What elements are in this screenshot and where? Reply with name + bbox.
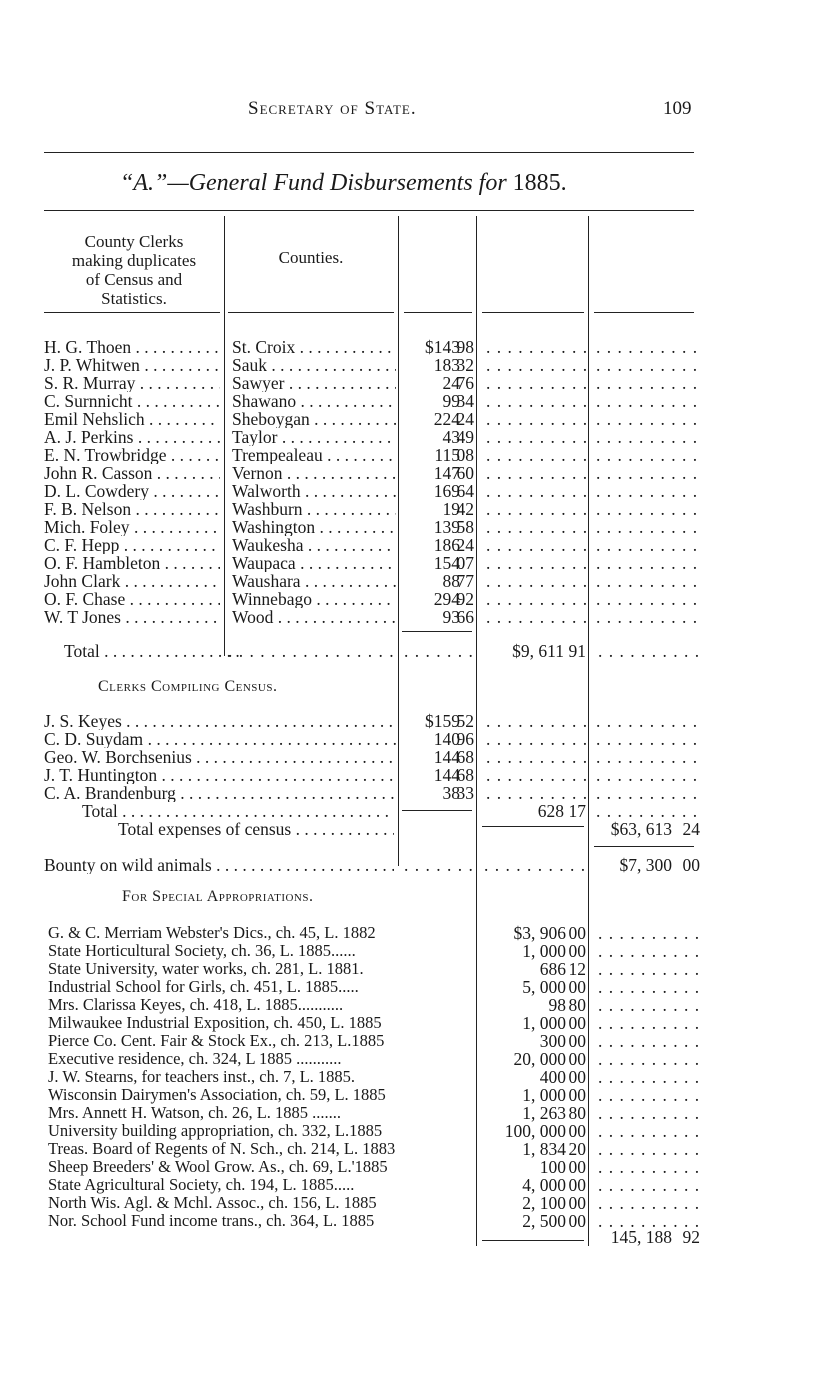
leader-dots	[596, 748, 696, 766]
county-name: Waukesha . . .	[232, 536, 396, 554]
clerk-name: J. S. Keyes . . .	[44, 712, 396, 730]
rule	[228, 312, 394, 313]
table-row	[44, 1140, 694, 1158]
special-total-dollars: 145, 188	[610, 1227, 672, 1247]
leader-dots	[486, 464, 586, 482]
county-name: Washburn . . .	[232, 500, 396, 518]
leader-dots	[486, 748, 586, 766]
appropriation-text: Mrs. Clarissa Keyes, ch. 418, L. 1885...........	[48, 996, 344, 1014]
leader-dots	[598, 1068, 698, 1086]
leader-dots	[596, 766, 696, 784]
table-row	[44, 1014, 694, 1032]
amount-dollars: 144	[433, 747, 460, 767]
leader-dots	[598, 1032, 698, 1050]
amount-dollars: 115	[434, 445, 460, 465]
leader-dots	[596, 730, 696, 748]
clerk-name: Mich. Foley . . .	[44, 518, 220, 536]
leader-dots	[596, 712, 696, 730]
leader-dots	[486, 784, 586, 802]
table-title-text: “A.”—General Fund Disbursements for	[120, 170, 507, 196]
amount-cents: 00	[568, 1121, 586, 1141]
clerk-name: C. D. Suydam . . .	[44, 730, 396, 748]
amount-dollars: 139	[433, 517, 460, 537]
leader-dots	[596, 590, 696, 608]
appropriation-text: Nor. School Fund income trans., ch. 364, L. 1885	[48, 1212, 375, 1230]
amount-dollars: 99	[442, 391, 460, 411]
amount-dollars: 5, 000	[522, 977, 566, 997]
amount-cents: 07	[456, 553, 474, 573]
table-title-year: 1885.	[512, 170, 567, 196]
leader-dots	[596, 572, 696, 590]
rule	[594, 846, 694, 847]
amount-dollars: 300	[539, 1031, 566, 1051]
leader-dots	[486, 338, 586, 356]
leader-dots	[598, 1014, 698, 1032]
clerk-name: W. T Jones . . .	[44, 608, 220, 626]
amount-cents: 12	[568, 959, 586, 979]
leader-dots	[598, 1122, 698, 1140]
leader-dots	[486, 374, 586, 392]
amount-dollars: 1, 000	[522, 1085, 566, 1105]
amount-cents: 77	[456, 571, 474, 591]
leader-dots	[486, 410, 586, 428]
total-dollars: 628	[537, 801, 564, 821]
table-row	[44, 1158, 694, 1176]
clerk-name: D. L. Cowdery . . .	[44, 482, 220, 500]
amount-cents: 49	[456, 427, 474, 447]
running-head: Secretary of State.	[248, 98, 417, 119]
leader-dots	[404, 642, 476, 660]
county-name: Vernon . . .	[232, 464, 396, 482]
bounty-cents: 00	[682, 855, 700, 875]
amount-cents: 00	[568, 1157, 586, 1177]
clerk-name: A. J. Perkins . . .	[44, 428, 220, 446]
leader-dots	[486, 428, 586, 446]
amount-dollars: 169	[433, 481, 460, 501]
county-name: Trempealeau . . .	[232, 446, 396, 464]
clerk-name: H. G. Thoen . . .	[44, 338, 220, 356]
clerk-name: John Clark . . .	[44, 572, 220, 590]
table-row	[44, 1032, 694, 1050]
amount-cents: 00	[568, 1013, 586, 1033]
amount-cents: 00	[568, 1193, 586, 1213]
table-row	[44, 960, 694, 978]
table-row	[44, 1086, 694, 1104]
table-row	[44, 996, 694, 1014]
county-name: Wood . . .	[232, 608, 396, 626]
amount-dollars: 154	[433, 553, 460, 573]
appropriation-text: G. & C. Merriam Webster's Dics., ch. 45, L. 1882	[48, 924, 376, 942]
page-number: 109	[663, 98, 692, 119]
amount-dollars: 93	[442, 607, 460, 627]
amount-dollars: 144	[433, 765, 460, 785]
column-head-line: Statistics.	[101, 289, 167, 308]
total-label: Total . . .	[64, 642, 242, 660]
column-head-line: County Clerks	[84, 232, 184, 251]
leader-dots	[598, 1140, 698, 1158]
bounty-row	[44, 855, 700, 875]
amount-dollars: 1, 263	[522, 1103, 566, 1123]
amount-cents: 80	[568, 995, 586, 1015]
appropriation-text: Industrial School for Girls, ch. 451, L. 1885.....	[48, 978, 359, 996]
amount-dollars: 147	[433, 463, 460, 483]
column-head-counties: Counties.	[278, 248, 344, 267]
clerk-name: C. A. Brandenburg . . .	[44, 784, 396, 802]
amount-cents: 98	[456, 337, 474, 357]
bounty-dollars: $7, 300	[619, 855, 672, 875]
table-row	[44, 1104, 694, 1122]
table-row	[44, 748, 694, 766]
amount-dollars: 100, 000	[504, 1121, 566, 1141]
amount-cents: 80	[568, 1103, 586, 1123]
county-name: Washington . . .	[232, 518, 396, 536]
table-row	[44, 500, 694, 518]
rule	[402, 631, 472, 632]
special-total-row	[44, 1227, 700, 1247]
table-row	[44, 392, 694, 410]
table-row	[44, 572, 694, 590]
amount-dollars: 4, 000	[522, 1175, 566, 1195]
section-heading-special: For Special Appropriations.	[122, 888, 314, 905]
column-head-clerks	[44, 232, 224, 308]
leader-dots	[598, 942, 698, 960]
amount-cents: 24	[456, 535, 474, 555]
table-row	[44, 518, 694, 536]
county-name: St. Croix . . .	[232, 338, 396, 356]
rule	[482, 312, 584, 313]
leader-dots	[596, 446, 696, 464]
column-head-line: making duplicates	[71, 251, 197, 270]
leader-dots	[596, 464, 696, 482]
amount-dollars: 38	[442, 783, 460, 803]
amount-cents: 00	[568, 1211, 586, 1231]
leader-dots	[596, 500, 696, 518]
rule	[44, 312, 220, 313]
amount-cents: 00	[568, 941, 586, 961]
leader-dots	[596, 356, 696, 374]
amount-cents: 08	[456, 445, 474, 465]
amount-dollars: $143	[425, 337, 460, 357]
leader-dots	[228, 642, 396, 660]
table-row	[44, 1176, 694, 1194]
amount-cents: 60	[456, 463, 474, 483]
amount-dollars: 24	[442, 373, 460, 393]
county-name: Sawyer . . .	[232, 374, 396, 392]
leader-dots	[598, 924, 698, 942]
leader-dots	[596, 428, 696, 446]
amount-dollars: 400	[539, 1067, 566, 1087]
leader-dots	[598, 642, 698, 660]
appropriation-text: Wisconsin Dairymen's Association, ch. 59, L. 1885	[48, 1086, 386, 1104]
total-label: Total . . .	[82, 802, 394, 820]
amount-cents: 76	[456, 373, 474, 393]
table-row	[44, 608, 694, 626]
table-row	[44, 356, 694, 374]
section-heading-compiling: Clerks Compiling Census.	[98, 678, 278, 695]
county-name: Winnebago . . .	[232, 590, 396, 608]
table-row	[44, 1122, 694, 1140]
table-row	[44, 1050, 694, 1068]
amount-cents: 33	[456, 783, 474, 803]
amount-dollars: 98	[548, 995, 566, 1015]
leader-dots	[484, 856, 588, 874]
total-dollars: $9, 611	[512, 641, 564, 661]
total-cents: 91	[568, 641, 586, 661]
leader-dots	[486, 712, 586, 730]
leader-dots	[486, 590, 586, 608]
census-total-label: Total expenses of census . . .	[118, 820, 394, 838]
leader-dots	[596, 374, 696, 392]
leader-dots	[486, 482, 586, 500]
amount-dollars: 88	[442, 571, 460, 591]
amount-cents: 92	[456, 589, 474, 609]
table-row	[44, 428, 694, 446]
leader-dots	[596, 784, 696, 802]
leader-dots	[596, 392, 696, 410]
amount-cents: 34	[456, 391, 474, 411]
appropriation-text: Executive residence, ch. 324, L 1885 ...........	[48, 1050, 342, 1068]
leader-dots	[486, 554, 586, 572]
clerk-name: J. P. Whitwen . . .	[44, 356, 220, 374]
amount-cents: 00	[568, 1031, 586, 1051]
clerk-name: C. F. Hepp . . .	[44, 536, 220, 554]
census-total-cents: 24	[682, 819, 700, 839]
bounty-label: Bounty on wild animals . . .	[44, 856, 394, 874]
census-total-row	[44, 819, 700, 839]
amount-dollars: 140	[433, 729, 460, 749]
table-row	[44, 766, 694, 784]
clerk-name: Emil Nehslich . . .	[44, 410, 220, 428]
clerk-name: John R. Casson . . .	[44, 464, 220, 482]
leader-dots	[598, 1086, 698, 1104]
duplicates-total-row	[44, 642, 694, 660]
amount-dollars: 294	[433, 589, 460, 609]
amount-dollars: 224	[433, 409, 460, 429]
table-row	[44, 730, 694, 748]
amount-dollars: 183	[433, 355, 460, 375]
amount-dollars: 2, 100	[522, 1193, 566, 1213]
table-title	[120, 170, 567, 197]
county-name: Waushara . . .	[232, 572, 396, 590]
appropriation-text: State Agricultural Society, ch. 194, L. 1885.....	[48, 1176, 355, 1194]
table-row	[44, 464, 694, 482]
appropriation-text: J. W. Stearns, for teachers inst., ch. 7, L. 1885.	[48, 1068, 356, 1086]
rule	[594, 312, 694, 313]
table-row	[44, 374, 694, 392]
clerk-name: S. R. Murray . . .	[44, 374, 220, 392]
amount-cents: 42	[456, 499, 474, 519]
census-total-dollars: $63, 613	[610, 819, 672, 839]
leader-dots	[598, 1176, 698, 1194]
special-total-cents: 92	[682, 1227, 700, 1247]
amount-cents: 00	[568, 1175, 586, 1195]
amount-cents: 32	[456, 355, 474, 375]
leader-dots	[486, 766, 586, 784]
leader-dots	[596, 802, 696, 820]
table-row	[44, 482, 694, 500]
amount-cents: 66	[456, 607, 474, 627]
amount-dollars: 686	[539, 959, 566, 979]
leader-dots	[486, 536, 586, 554]
amount-cents: 96	[456, 729, 474, 749]
amount-cents: 00	[568, 977, 586, 997]
appropriation-text: Treas. Board of Regents of N. Sch., ch. 214, L. 1883	[48, 1140, 396, 1158]
table-row	[44, 590, 694, 608]
county-name: Shawano . . .	[232, 392, 396, 410]
amount-cents: 64	[456, 481, 474, 501]
rule	[44, 152, 694, 153]
compiling-total-row	[44, 802, 694, 820]
county-name: Waupaca . . .	[232, 554, 396, 572]
table-row	[44, 554, 694, 572]
table-row	[44, 536, 694, 554]
county-name: Taylor . . .	[232, 428, 396, 446]
appropriation-text: University building appropriation, ch. 332, L.1885	[48, 1122, 383, 1140]
rule	[44, 210, 694, 211]
table-row	[44, 1068, 694, 1086]
leader-dots	[596, 410, 696, 428]
appropriation-text: North Wis. Agl. & Mchl. Assoc., ch. 156, L. 1885	[48, 1194, 377, 1212]
amount-cents: 20	[568, 1139, 586, 1159]
table-row	[44, 712, 694, 730]
amount-cents: 52	[456, 711, 474, 731]
clerk-name: O. F. Chase . . .	[44, 590, 220, 608]
amount-dollars: $3, 906	[513, 923, 566, 943]
table-row	[44, 1194, 694, 1212]
amount-dollars: 20, 000	[513, 1049, 566, 1069]
rule	[404, 312, 472, 313]
clerk-name: E. N. Trowbridge . . .	[44, 446, 220, 464]
table-row	[44, 942, 694, 960]
table-row	[44, 924, 694, 942]
amount-cents: 68	[456, 765, 474, 785]
appropriation-text: State University, water works, ch. 281, L. 1881.	[48, 960, 364, 978]
clerk-name: J. T. Huntington . . .	[44, 766, 396, 784]
amount-dollars: 1, 000	[522, 941, 566, 961]
clerk-name: O. F. Hambleton . . .	[44, 554, 220, 572]
amount-dollars: 1, 000	[522, 1013, 566, 1033]
clerk-name: C. Surnnicht . . .	[44, 392, 220, 410]
clerk-name: Geo. W. Borchsenius . . .	[44, 748, 396, 766]
amount-dollars: 19	[442, 499, 460, 519]
table-row	[44, 338, 694, 356]
amount-cents: 00	[568, 1049, 586, 1069]
leader-dots	[598, 978, 698, 996]
leader-dots	[596, 518, 696, 536]
leader-dots	[596, 482, 696, 500]
amount-cents: 00	[568, 1085, 586, 1105]
leader-dots	[596, 536, 696, 554]
column-head-line: of Census and	[85, 270, 183, 289]
table-row	[44, 784, 694, 802]
leader-dots	[404, 856, 476, 874]
leader-dots	[596, 338, 696, 356]
leader-dots	[598, 1158, 698, 1176]
leader-dots	[486, 572, 586, 590]
table-row	[44, 410, 694, 428]
leader-dots	[486, 500, 586, 518]
leader-dots	[598, 1194, 698, 1212]
leader-dots	[486, 608, 586, 626]
leader-dots	[596, 608, 696, 626]
leader-dots	[598, 960, 698, 978]
table-row	[44, 978, 694, 996]
county-name: Sheboygan . . .	[232, 410, 396, 428]
amount-cents: 68	[456, 747, 474, 767]
amount-cents: 58	[456, 517, 474, 537]
amount-cents: 00	[568, 923, 586, 943]
leader-dots	[598, 996, 698, 1014]
county-name: Walworth . . .	[232, 482, 396, 500]
clerk-name: F. B. Nelson . . .	[44, 500, 220, 518]
leader-dots	[598, 1050, 698, 1068]
appropriation-text: Sheep Breeders' & Wool Grow. As., ch. 69, L.'1885	[48, 1158, 388, 1176]
amount-dollars: 186	[433, 535, 460, 555]
appropriation-text: Mrs. Annett H. Watson, ch. 26, L. 1885 .......	[48, 1104, 342, 1122]
leader-dots	[486, 356, 586, 374]
amount-cents: 24	[456, 409, 474, 429]
leader-dots	[486, 392, 586, 410]
table-row	[44, 446, 694, 464]
amount-dollars: 2, 500	[522, 1211, 566, 1231]
leader-dots	[486, 446, 586, 464]
appropriation-text: State Horticultural Society, ch. 36, L. 1885......	[48, 942, 356, 960]
leader-dots	[486, 518, 586, 536]
amount-dollars: $159	[425, 711, 460, 731]
leader-dots	[486, 730, 586, 748]
appropriation-text: Pierce Co. Cent. Fair & Stock Ex., ch. 213, L.1885	[48, 1032, 385, 1050]
leader-dots	[598, 1104, 698, 1122]
amount-dollars: 43	[442, 427, 460, 447]
appropriation-text: Milwaukee Industrial Exposition, ch. 450, L. 1885	[48, 1014, 382, 1032]
amount-dollars: 100	[539, 1157, 566, 1177]
amount-dollars: 1, 834	[522, 1139, 566, 1159]
leader-dots	[596, 554, 696, 572]
county-name: Sauk . . .	[232, 356, 396, 374]
amount-cents: 00	[568, 1067, 586, 1087]
total-cents: 17	[568, 801, 586, 821]
